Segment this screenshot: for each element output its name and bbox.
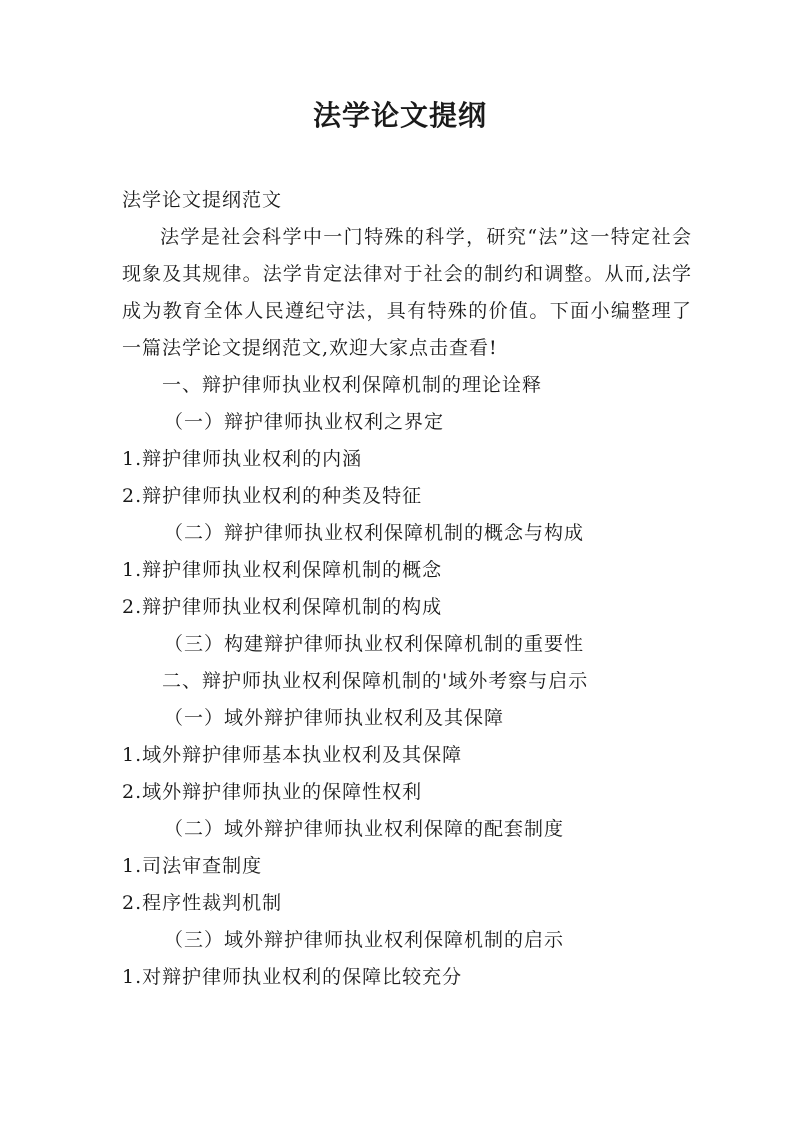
- outline-section-1-2: （二）辩护律师执业权利保障机制的概念与构成: [164, 522, 585, 544]
- outline-section-2-1: （一）域外辩护律师执业权利及其保障: [164, 707, 505, 729]
- outline-section-1-1: （一）辩护律师执业权利之界定: [164, 411, 445, 433]
- outline-chapter-1: 一、辩护律师执业权利保障机制的理论诠释: [162, 374, 543, 396]
- outline-section-2-2: （二）域外辩护律师执业权利保障的配套制度: [164, 818, 565, 840]
- outline-section-2-3: （三）域外辩护律师执业权利保障机制的启示: [164, 929, 565, 951]
- outline-item-1-1-2: 2.辩护律师执业权利的种类及特征: [122, 485, 423, 507]
- outline-item-1-2-2: 2.辩护律师执业权利保障机制的构成: [122, 596, 443, 618]
- outline-item-1-2-1: 1.辩护律师执业权利保障机制的概念: [122, 559, 443, 581]
- outline-item-2-1-2: 2.域外辩护律师执业的保障性权利: [122, 781, 423, 803]
- outline-item-2-3-1: 1.对辩护律师执业权利的保障比较充分: [122, 966, 463, 988]
- intro-paragraph: 法学是社会科学中一门特殊的科学，研究“法”这一特定社会现象及其规律。法学肯定法律对于社会的制约和调整。从而,法学成为教育全体人民遵纪守法，具有特殊的价值。下面小编整理了一篇法学论文提纲范文,欢迎大家点击查看!: [122, 226, 692, 359]
- outline-item-1-1-1: 1.辩护律师执业权利的内涵: [122, 448, 363, 470]
- outline-item-2-1-1: 1.域外辩护律师基本执业权利及其保障: [122, 744, 463, 766]
- document-subtitle: 法学论文提纲范文: [122, 189, 283, 211]
- outline-item-2-2-1: 1.司法审查制度: [122, 855, 263, 877]
- outline-item-2-2-2: 2.程序性裁判机制: [122, 892, 283, 914]
- document-title: 法学论文提纲: [312, 99, 487, 132]
- outline-chapter-2: 二、辩护师执业权利保障机制的'域外考察与启示: [162, 670, 589, 692]
- outline-section-1-3: （三）构建辩护律师执业权利保障机制的重要性: [164, 633, 585, 655]
- document-body: [122, 182, 692, 996]
